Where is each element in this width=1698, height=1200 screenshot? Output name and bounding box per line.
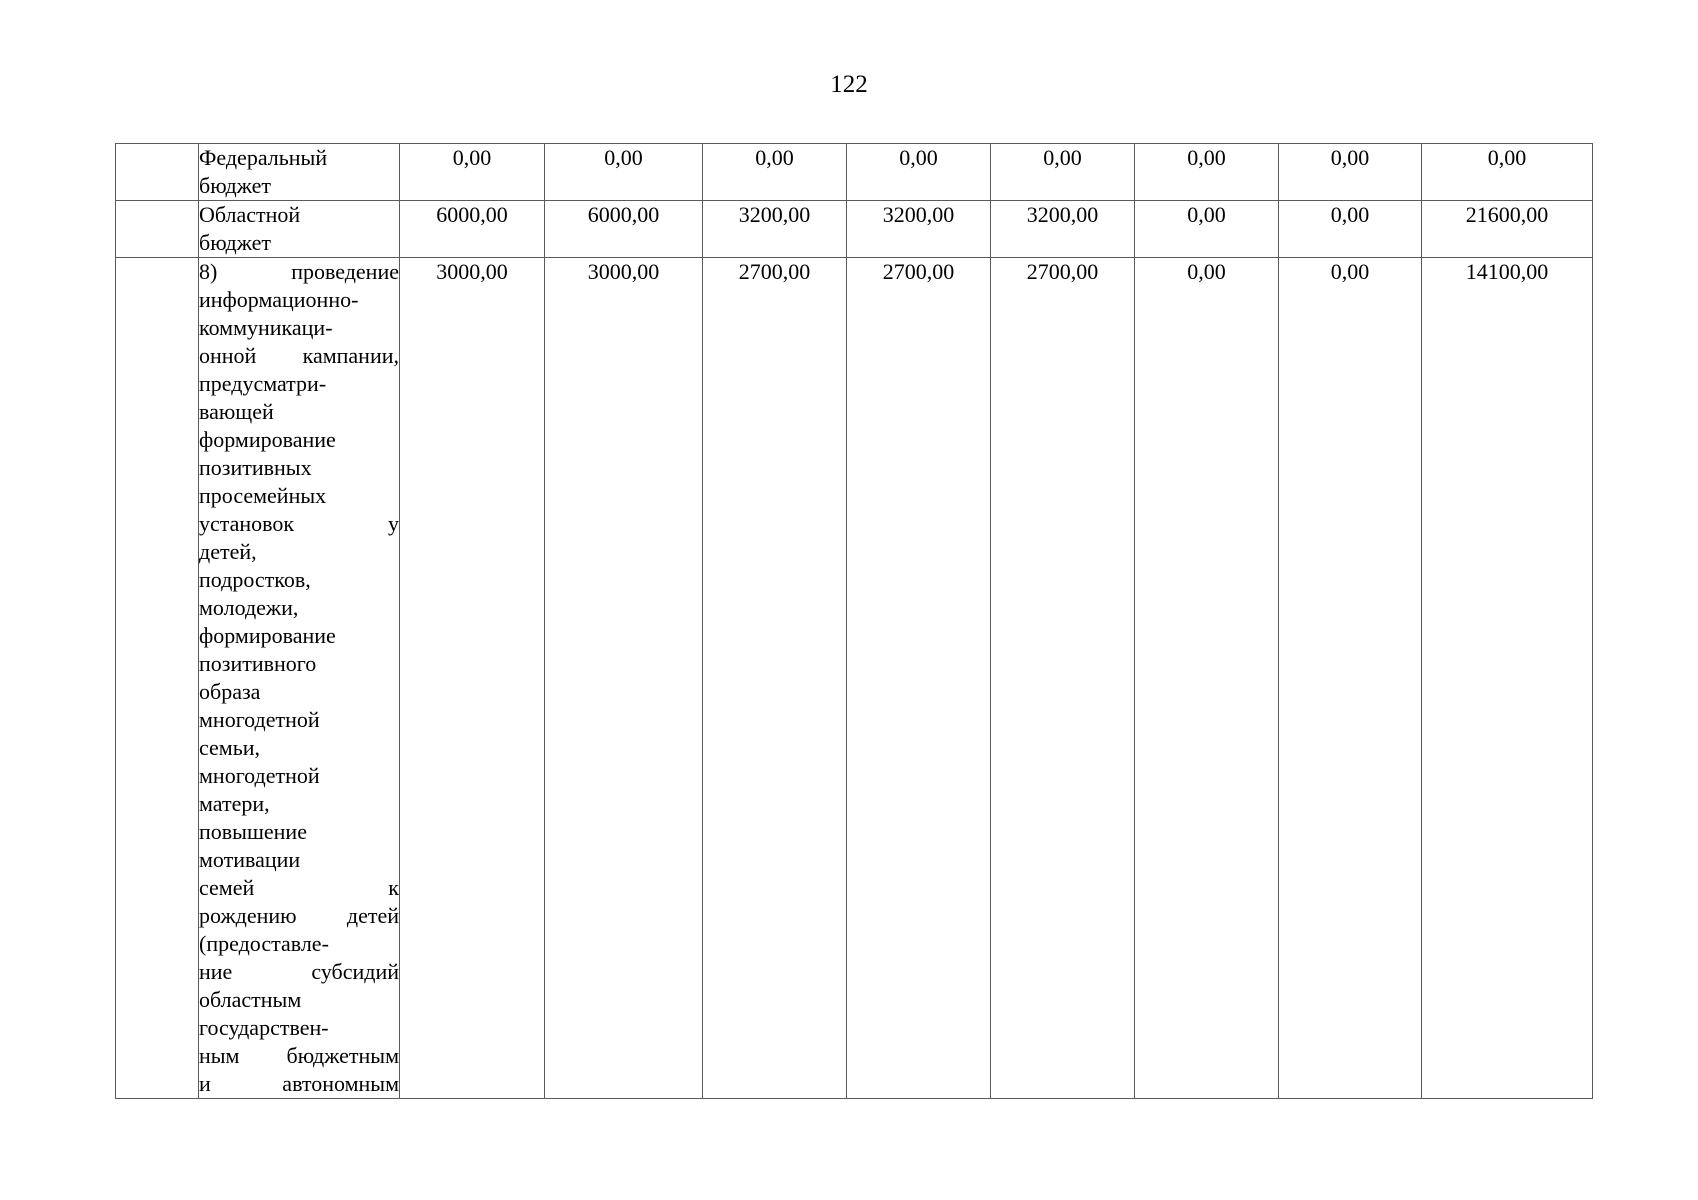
row-label-line: бюджет — [199, 173, 271, 198]
value-cell: 6000,00 — [545, 201, 703, 258]
row-label-line: матери, — [199, 791, 270, 816]
row-label-line: Федеральный — [199, 145, 328, 170]
row-label-line: информационно- — [199, 287, 359, 312]
value-cell: 0,00 — [1135, 144, 1279, 201]
value-cell: 3200,00 — [991, 201, 1135, 258]
row-label-line: Областной — [199, 202, 301, 227]
row-label-line: мотивации — [199, 847, 301, 872]
page-number: 122 — [830, 71, 868, 98]
row-label-line: коммуникаци- — [199, 315, 333, 340]
value-cell: 0,00 — [1279, 144, 1422, 201]
row-label-line: рождению детей — [199, 903, 399, 928]
value-cell: 3000,00 — [545, 258, 703, 1099]
row-label-line: просемейных — [199, 483, 327, 508]
row-label-line: формирование — [199, 427, 336, 452]
row-label-line: вающей — [199, 399, 274, 424]
row-label-line: ние субсидий — [199, 959, 399, 984]
row-number-cell — [116, 201, 199, 258]
row-label-line: семьи, — [199, 735, 261, 760]
row-label-line: многодетной — [199, 707, 320, 732]
row-label-cell — [199, 144, 400, 201]
value-cell: 2700,00 — [703, 258, 847, 1099]
row-label-line: позитивного — [199, 651, 317, 676]
table-row — [116, 144, 1593, 201]
row-label-line: семей к — [199, 875, 399, 900]
row-label-line: формирование — [199, 623, 336, 648]
row-label-line: многодетной — [199, 763, 320, 788]
row-label-line: повышение — [199, 819, 307, 844]
row-label-line: предусматри- — [199, 371, 327, 396]
value-cell: 0,00 — [1135, 258, 1279, 1099]
row-label-line: 8) проведение — [199, 259, 399, 284]
value-cell: 2700,00 — [847, 258, 991, 1099]
value-cell: 3000,00 — [400, 258, 545, 1099]
row-label-line: областным — [199, 987, 302, 1012]
row-label-line: онной кампании, — [199, 343, 399, 368]
value-cell: 3200,00 — [703, 201, 847, 258]
row-label-line: бюджет — [199, 230, 271, 255]
row-label-line: государствен- — [199, 1015, 329, 1040]
row-number-cell — [116, 144, 199, 201]
value-cell: 14100,00 — [1422, 258, 1593, 1099]
row-label-line: детей, — [199, 539, 257, 564]
row-label-line: подростков, — [199, 567, 311, 592]
table-row — [116, 258, 1593, 1099]
value-cell: 0,00 — [847, 144, 991, 201]
row-label-line: установок у — [199, 511, 399, 536]
row-label-line: (предоставле- — [199, 931, 329, 956]
value-cell: 0,00 — [991, 144, 1135, 201]
row-label-line: и автономным — [199, 1071, 399, 1096]
table-row — [116, 201, 1593, 258]
row-label-line: ным бюджетным — [199, 1043, 399, 1068]
row-label-line: молодежи, — [199, 595, 299, 620]
value-cell: 2700,00 — [991, 258, 1135, 1099]
row-label-cell — [199, 258, 400, 1099]
row-label-cell — [199, 201, 400, 258]
value-cell: 0,00 — [703, 144, 847, 201]
value-cell: 3200,00 — [847, 201, 991, 258]
row-label-line: позитивных — [199, 455, 312, 480]
value-cell: 6000,00 — [400, 201, 545, 258]
row-number-cell — [116, 258, 199, 1099]
value-cell: 21600,00 — [1422, 201, 1593, 258]
value-cell: 0,00 — [400, 144, 545, 201]
value-cell: 0,00 — [1422, 144, 1593, 201]
table-body — [116, 144, 1593, 1099]
value-cell: 0,00 — [1135, 201, 1279, 258]
value-cell: 0,00 — [1279, 258, 1422, 1099]
value-cell: 0,00 — [1279, 201, 1422, 258]
row-label-line: образа — [199, 679, 261, 704]
value-cell: 0,00 — [545, 144, 703, 201]
budget-table — [115, 143, 1593, 1099]
